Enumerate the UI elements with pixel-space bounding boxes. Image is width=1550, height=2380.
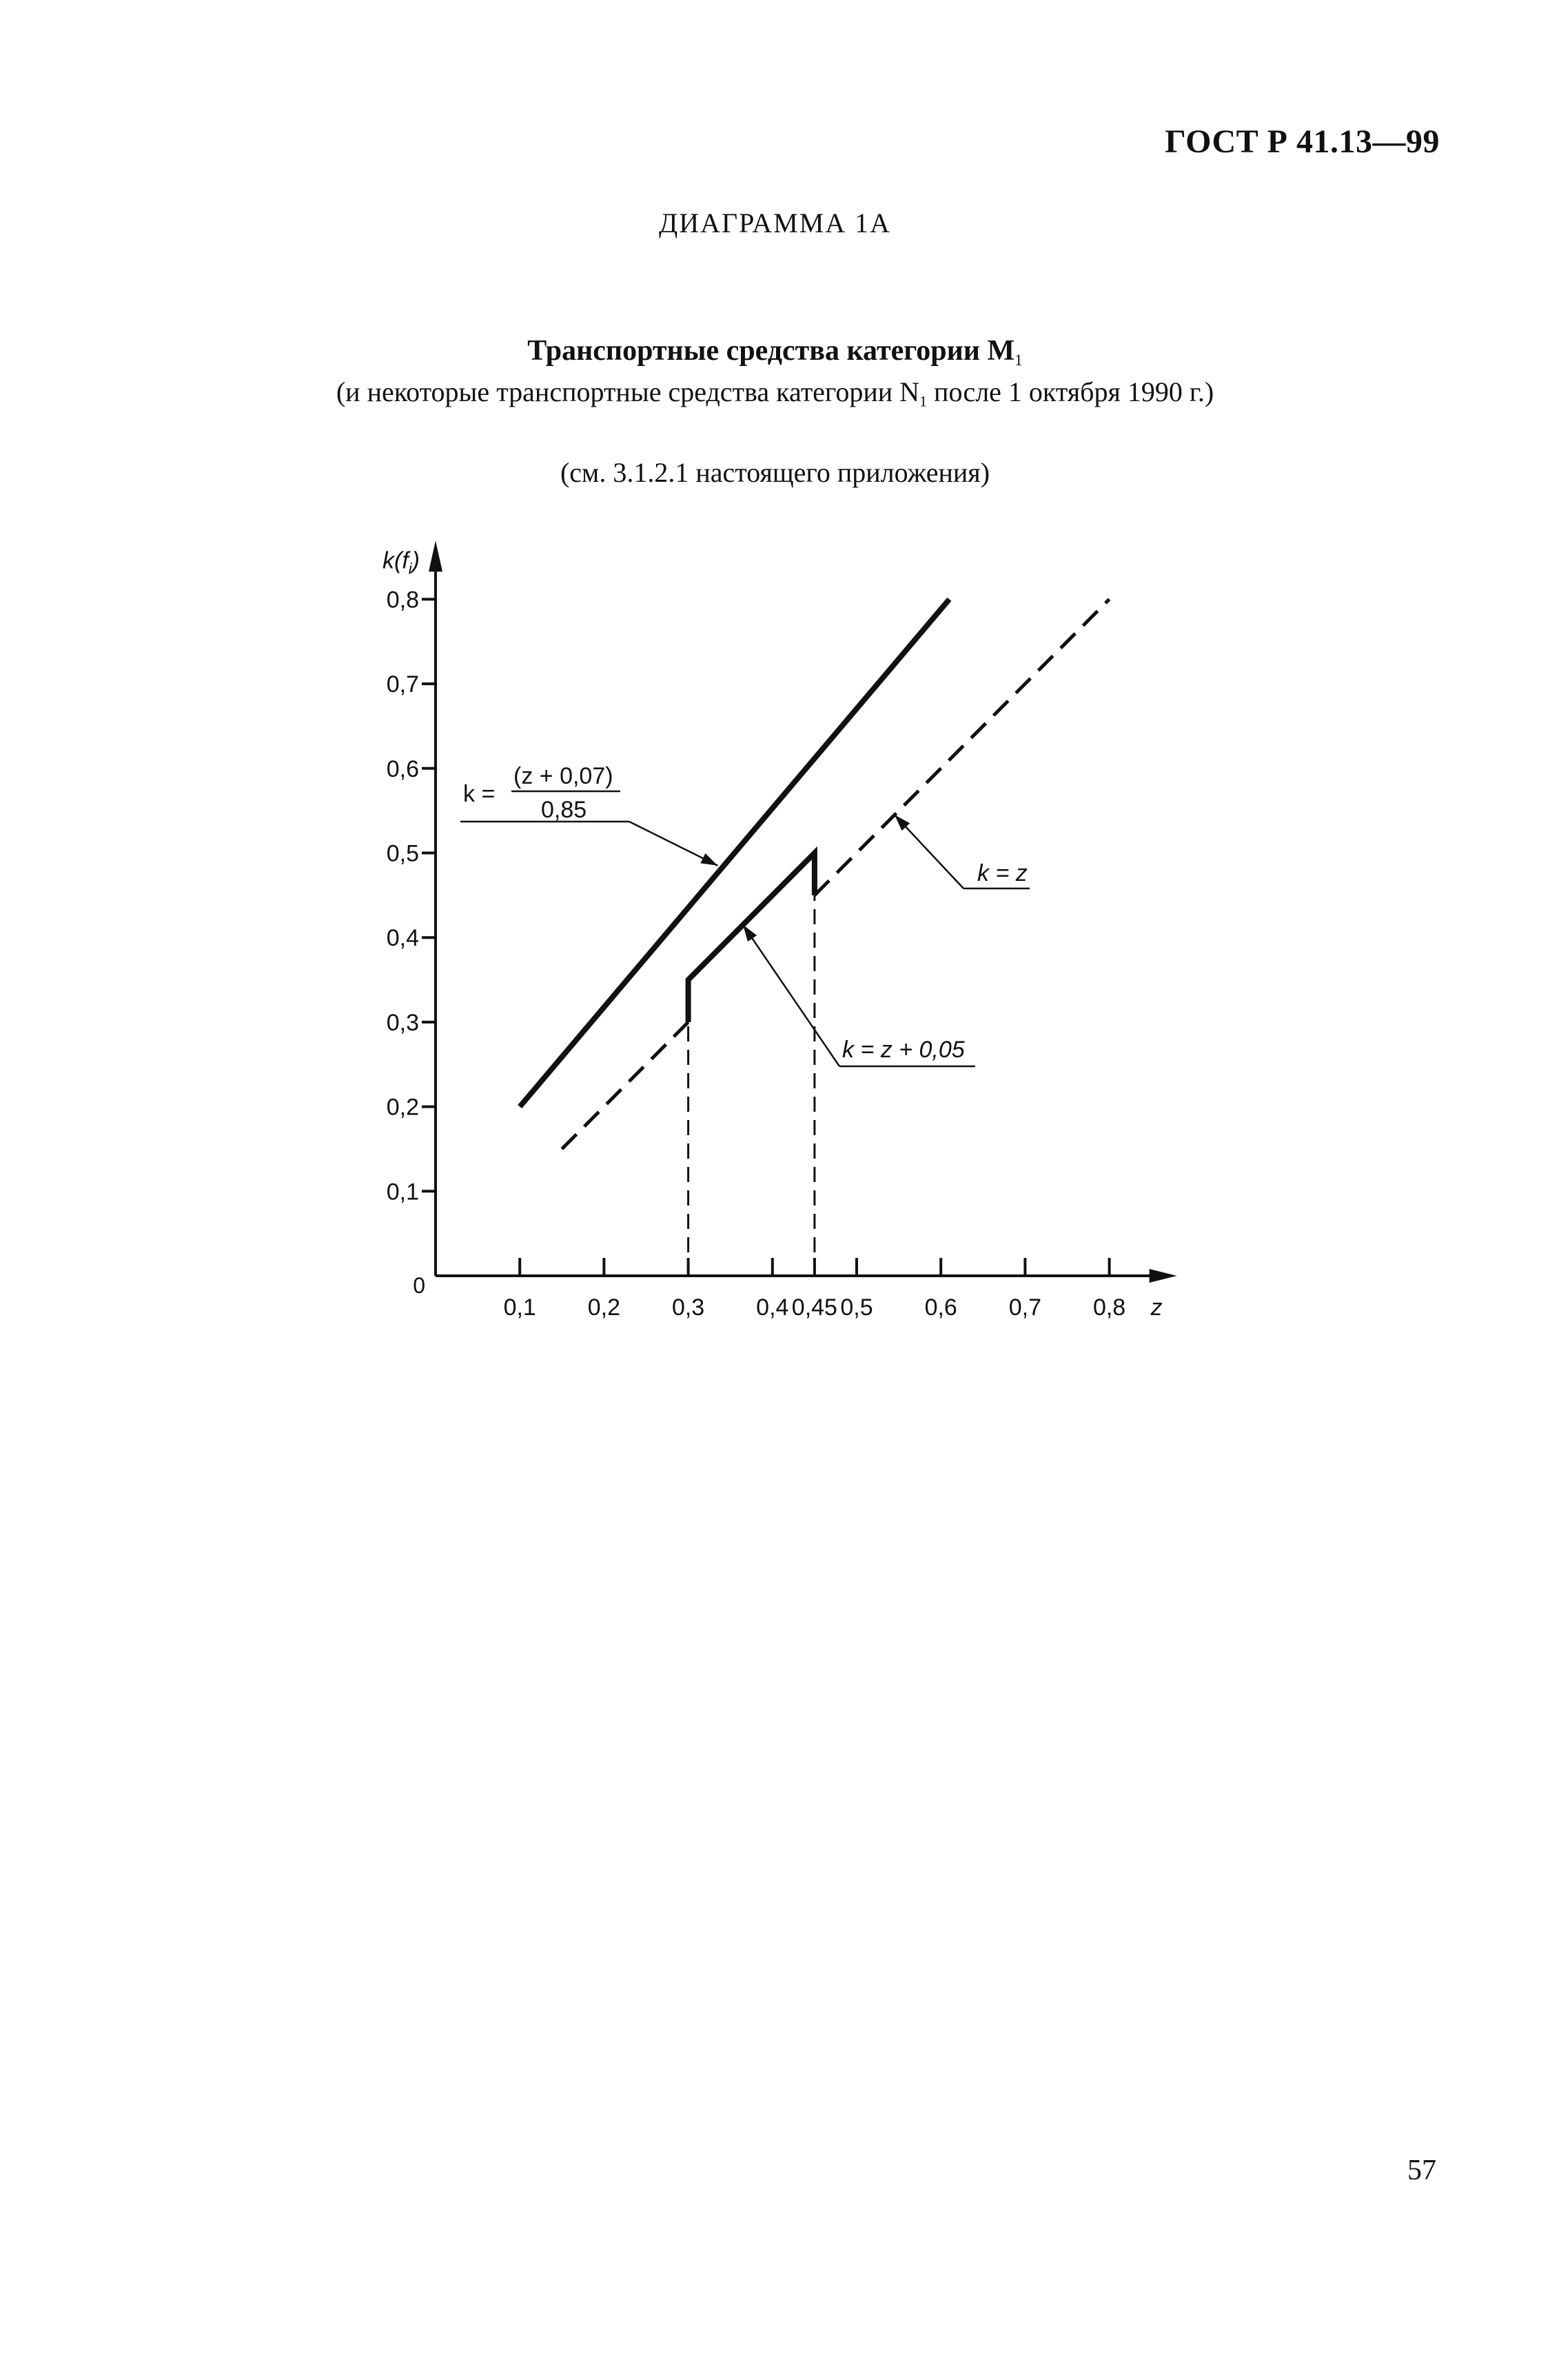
formula-numerator: (z + 0,07) (513, 763, 613, 789)
y-axis-label (383, 547, 420, 577)
chart-subtitle (0, 376, 1550, 411)
label-k-equals-z-leader (895, 815, 963, 888)
y-tick-label: 0,6 (386, 755, 419, 782)
y-tick-label: 0,3 (386, 1009, 419, 1036)
y-axis-label-subscript: i (408, 560, 412, 578)
formula-denominator: 0,85 (541, 797, 587, 823)
diagram-label: ДИАГРАММА 1А (658, 207, 892, 238)
chart-title-subscript: 1 (1014, 351, 1023, 369)
x-tick-label: 0,6 (924, 1294, 957, 1321)
solid-series-line (689, 853, 815, 1022)
label-k-equals-z-plus-005: k = z + 0,05 (842, 1037, 965, 1063)
x-tick-label: 0,4 (756, 1294, 789, 1321)
y-axis-arrow (429, 540, 442, 571)
document-code: ГОСТ Р 41.13—99 (1165, 123, 1440, 160)
formula-lhs: k = (463, 781, 496, 807)
subtitle-part1: (и некоторые транспортные средства категории N (336, 376, 920, 407)
label-k-equals-z-plus-005-leader (743, 925, 839, 1066)
label-k-equals-z-arrowhead (895, 815, 910, 831)
y-axis-label-close: ) (411, 547, 420, 574)
page-number: 57 (1407, 2155, 1436, 2186)
solid-series-line (520, 599, 949, 1106)
y-tick-label: 0,8 (386, 587, 419, 613)
y-axis-label-base: k(f (383, 547, 409, 574)
formula-leader (629, 822, 717, 866)
x-tick-label: 0,2 (587, 1294, 621, 1321)
x-axis-arrow (1150, 1269, 1177, 1283)
x-tick-label: 0,8 (1092, 1294, 1126, 1321)
y-tick-label: 0,2 (386, 1094, 419, 1121)
label-k-equals-z: k = z (977, 860, 1028, 886)
y-tick-label: 0,7 (386, 671, 419, 698)
x-tick-label: 0,5 (840, 1294, 873, 1321)
x-tick-label: 0,45 (791, 1294, 837, 1321)
dashed-series-line (815, 599, 1110, 895)
y-tick-label: 0,4 (386, 925, 419, 952)
y-tick-label: 0,1 (386, 1179, 419, 1206)
origin-label: 0 (413, 1273, 425, 1298)
chart-title (0, 334, 1550, 369)
x-tick-label: 0,1 (503, 1294, 536, 1321)
reference-note: (см. 3.1.2.1 настоящего приложения) (560, 457, 990, 488)
formula-arrowhead (700, 853, 717, 866)
x-tick-label: 0,7 (1008, 1294, 1042, 1321)
x-axis-label: z (1150, 1294, 1163, 1321)
dashed-series-line (562, 1022, 688, 1149)
subtitle-subscript: 1 (919, 392, 928, 410)
chart-title-text: Транспортные средства категории M (527, 335, 1015, 367)
label-k-equals-z-plus-005-arrowhead (743, 925, 757, 942)
x-tick-label: 0,3 (671, 1294, 705, 1321)
subtitle-part2: после 1 октября 1990 г.) (927, 376, 1214, 407)
y-tick-label: 0,5 (386, 840, 419, 867)
